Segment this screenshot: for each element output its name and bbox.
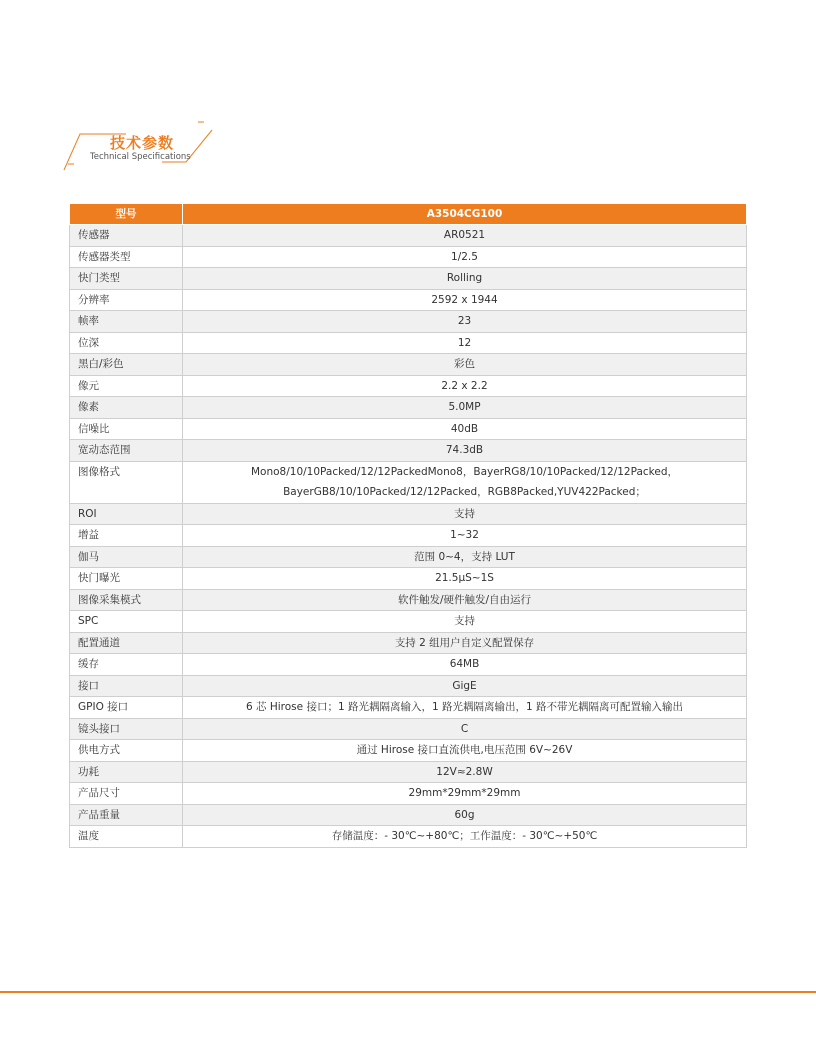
row-value: 64MB [183,654,747,676]
table-row [70,418,747,440]
row-label: 供电方式 [70,740,183,762]
row-label: 分辨率 [70,289,183,311]
table-row [70,268,747,290]
row-value: 1/2.5 [183,246,747,268]
row-label: 传感器 [70,225,183,247]
row-label: 伽马 [70,546,183,568]
row-value: 40dB [183,418,747,440]
table-row [70,354,747,376]
footer-divider [0,991,816,993]
row-value-line-1: Mono8/10/10Packed/12/12PackedMono8，BayerRG8/10/10Packed/12/12Packed， [250,465,678,478]
row-value: GigE [183,675,747,697]
header-label: 型号 [70,204,183,225]
row-value: AR0521 [183,225,747,247]
table-row [70,546,747,568]
row-value: 1~32 [183,525,747,547]
row-label: 像元 [70,375,183,397]
table-row [70,826,747,848]
table-row [70,461,747,503]
table-row [70,311,747,333]
row-value: 2.2 x 2.2 [183,375,747,397]
row-label: ROI [70,503,183,525]
row-label: SPC [70,611,183,633]
row-label: 传感器类型 [70,246,183,268]
row-label: 快门类型 [70,268,183,290]
row-label: 快门曝光 [70,568,183,590]
table-row [70,503,747,525]
row-value: 支持 [183,611,747,633]
row-label: 位深 [70,332,183,354]
row-value: 范围 0~4，支持 LUT [183,546,747,568]
row-label: 接口 [70,675,183,697]
row-label: 功耗 [70,761,183,783]
table-row [70,246,747,268]
table-row [70,761,747,783]
row-value: 通过 Hirose 接口直流供电,电压范围 6V~26V [183,740,747,762]
row-label: 像素 [70,397,183,419]
row-label: 产品重量 [70,804,183,826]
header-value: A3504CG100 [183,204,747,225]
row-label: 帧率 [70,311,183,333]
heading-title: 技术参数 [110,134,175,152]
row-value: 5.0MP [183,397,747,419]
table-row [70,375,747,397]
row-value: 29mm*29mm*29mm [183,783,747,805]
table-row [70,611,747,633]
table-row [70,718,747,740]
table-row [70,632,747,654]
table-row [70,783,747,805]
row-value: 软件触发/硬件触发/自由运行 [183,589,747,611]
row-label: 宽动态范围 [70,440,183,462]
table-row [70,697,747,719]
table-row [70,397,747,419]
row-label: 信噪比 [70,418,183,440]
row-value: 12 [183,332,747,354]
row-label: 增益 [70,525,183,547]
row-label: 配置通道 [70,632,183,654]
row-value: Rolling [183,268,747,290]
table-row [70,654,747,676]
row-label: GPIO 接口 [70,697,183,719]
row-label: 缓存 [70,654,183,676]
row-value: 6 芯 Hirose 接口；1 路光耦隔离输入，1 路光耦隔离输出，1 路不带光耦隔离可配置输入输出 [183,697,747,719]
row-value: 12V≈2.8W [183,761,747,783]
table-row [70,740,747,762]
row-value [183,461,747,503]
row-label: 黑白/彩色 [70,354,183,376]
row-value: C [183,718,747,740]
row-value: 支持 2 组用户自定义配置保存 [183,632,747,654]
table-row [70,568,747,590]
row-value: 74.3dB [183,440,747,462]
table-row [70,332,747,354]
row-label: 温度 [70,826,183,848]
table-row [70,289,747,311]
row-value: 21.5μS~1S [183,568,747,590]
row-value: 存储温度：- 30℃~+80℃；工作温度：- 30℃~+50℃ [183,826,747,848]
row-label: 图像采集模式 [70,589,183,611]
row-value: 2592 x 1944 [183,289,747,311]
row-value: 23 [183,311,747,333]
row-value: 支持 [183,503,747,525]
table-row [70,440,747,462]
table-row [70,525,747,547]
row-value-line-2: BayerGB8/10/10Packed/12/12Packed，RGB8Packed,YUV422Packed； [283,486,646,498]
spec-table [69,203,747,848]
row-label: 镜头接口 [70,718,183,740]
row-label: 产品尺寸 [70,783,183,805]
table-row [70,804,747,826]
table-row [70,675,747,697]
row-value: 彩色 [183,354,747,376]
table-row [70,589,747,611]
heading-subtitle: Technical Specifications [90,152,191,162]
table-header-row [70,204,747,225]
section-heading [62,120,222,174]
table-row [70,225,747,247]
row-value: 60g [183,804,747,826]
row-label: 图像格式 [70,461,183,503]
